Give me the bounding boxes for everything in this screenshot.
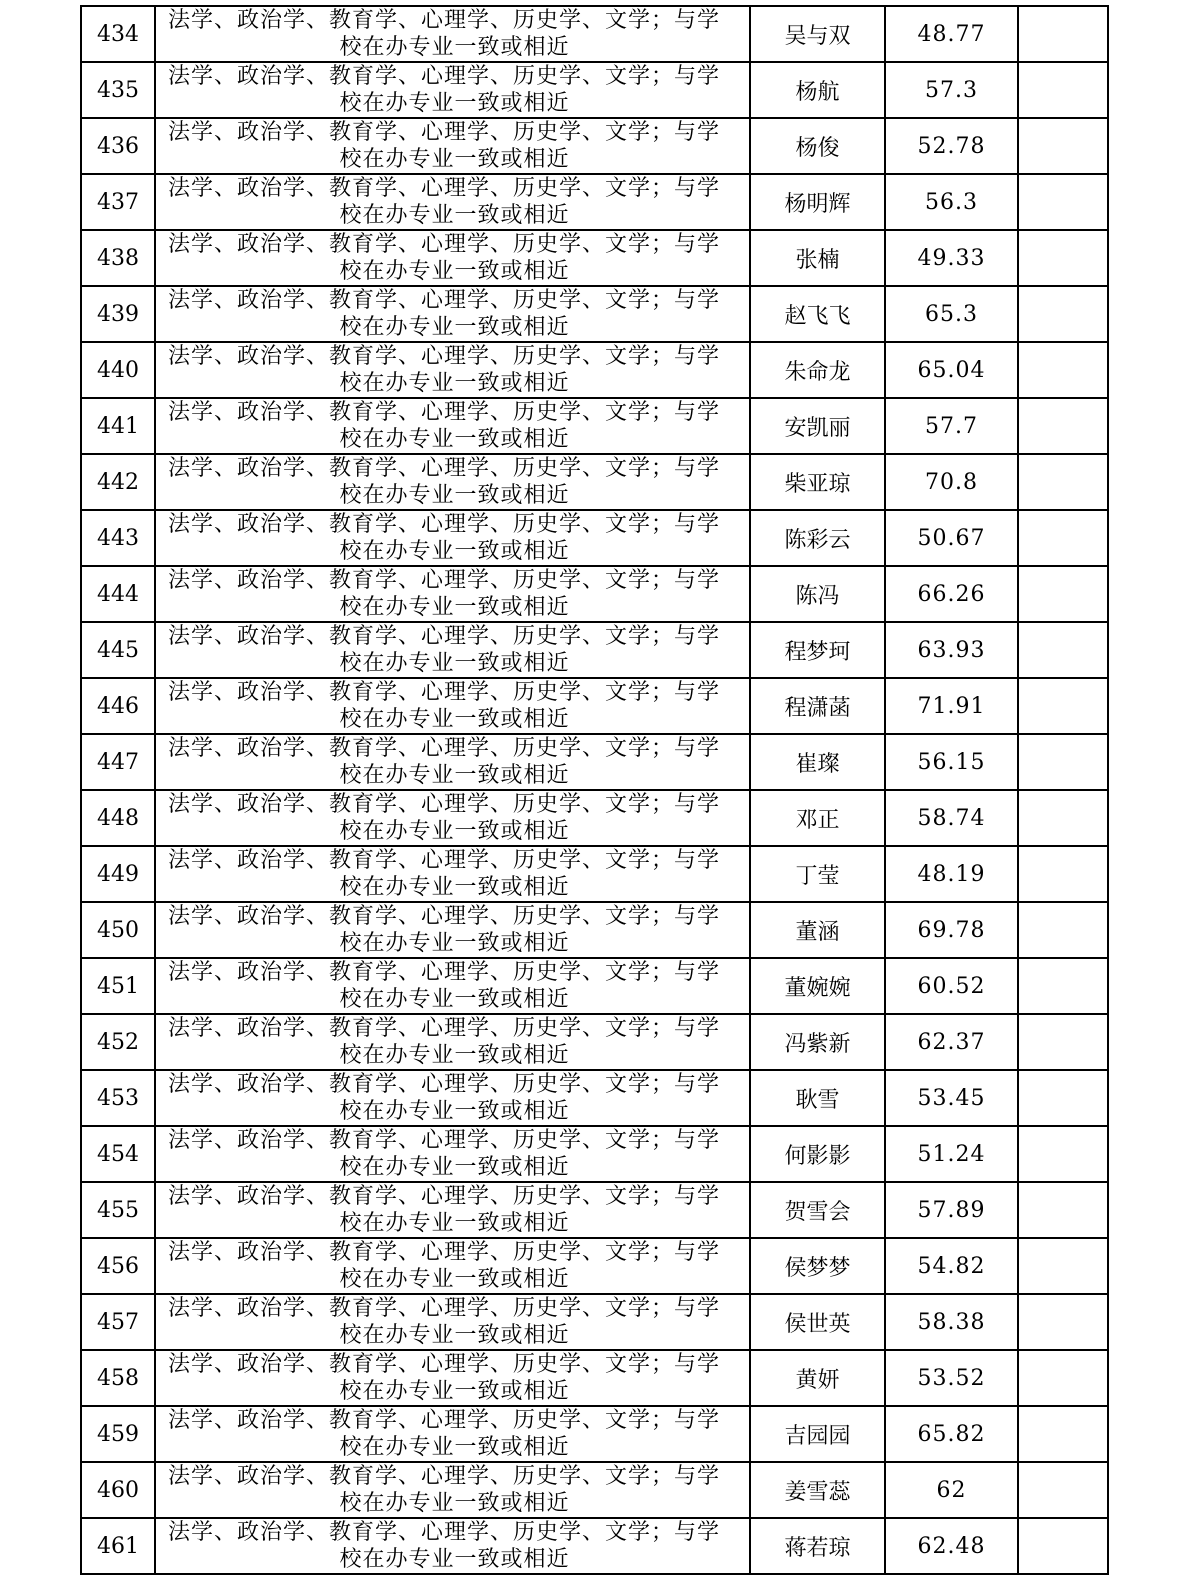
remarks-cell [1018, 902, 1108, 958]
major-requirement-cell [155, 342, 750, 398]
score-cell: 57.3 [885, 62, 1018, 118]
candidate-name-cell: 董涵 [750, 902, 885, 958]
major-requirement-cell [155, 286, 750, 342]
results-table-body [81, 6, 1108, 1574]
remarks-cell [1018, 1182, 1108, 1238]
score-cell: 51.24 [885, 1126, 1018, 1182]
major-requirement-line1: 法学、政治学、教育学、心理学、历史学、文学；与学 [168, 344, 721, 369]
table-row [81, 1126, 1108, 1182]
score-cell: 54.82 [885, 1238, 1018, 1294]
table-row [81, 454, 1108, 510]
major-requirement-line1: 法学、政治学、教育学、心理学、历史学、文学；与学 [168, 64, 721, 89]
major-requirement-line2: 校在办专业一致或相近 [339, 1323, 570, 1348]
major-requirement-cell [155, 1294, 750, 1350]
candidate-name-cell: 姜雪蕊 [750, 1462, 885, 1518]
remarks-cell [1018, 1238, 1108, 1294]
remarks-cell [1018, 62, 1108, 118]
major-requirement-line2: 校在办专业一致或相近 [339, 427, 570, 452]
major-requirement-cell [155, 1462, 750, 1518]
score-cell: 65.3 [885, 286, 1018, 342]
table-row [81, 1350, 1108, 1406]
major-requirement-line2: 校在办专业一致或相近 [339, 1099, 570, 1124]
remarks-cell [1018, 118, 1108, 174]
major-requirement-line1: 法学、政治学、教育学、心理学、历史学、文学；与学 [168, 1128, 721, 1153]
table-row [81, 1070, 1108, 1126]
table-row [81, 1406, 1108, 1462]
major-requirement-line1: 法学、政治学、教育学、心理学、历史学、文学；与学 [168, 1016, 721, 1041]
score-cell: 71.91 [885, 678, 1018, 734]
major-requirement-line1: 法学、政治学、教育学、心理学、历史学、文学；与学 [168, 120, 721, 145]
table-row [81, 1014, 1108, 1070]
candidate-name-cell: 张楠 [750, 230, 885, 286]
row-number-cell: 450 [81, 902, 155, 958]
score-cell: 60.52 [885, 958, 1018, 1014]
major-requirement-line1: 法学、政治学、教育学、心理学、历史学、文学；与学 [168, 624, 721, 649]
candidate-name-cell: 蒋若琼 [750, 1518, 885, 1574]
table-row [81, 734, 1108, 790]
score-cell: 65.04 [885, 342, 1018, 398]
major-requirement-line1: 法学、政治学、教育学、心理学、历史学、文学；与学 [168, 288, 721, 313]
remarks-cell [1018, 342, 1108, 398]
score-cell: 58.38 [885, 1294, 1018, 1350]
table-row [81, 1294, 1108, 1350]
major-requirement-cell [155, 1238, 750, 1294]
major-requirement-line2: 校在办专业一致或相近 [339, 819, 570, 844]
major-requirement-cell [155, 678, 750, 734]
table-row [81, 1462, 1108, 1518]
major-requirement-line2: 校在办专业一致或相近 [339, 875, 570, 900]
candidate-name-cell: 杨明辉 [750, 174, 885, 230]
candidate-name-cell: 杨航 [750, 62, 885, 118]
candidate-name-cell: 柴亚琼 [750, 454, 885, 510]
candidate-name-cell: 程梦珂 [750, 622, 885, 678]
candidate-name-cell: 侯梦梦 [750, 1238, 885, 1294]
candidate-name-cell: 耿雪 [750, 1070, 885, 1126]
remarks-cell [1018, 454, 1108, 510]
major-requirement-cell [155, 1406, 750, 1462]
table-row [81, 230, 1108, 286]
row-number-cell: 452 [81, 1014, 155, 1070]
table-row [81, 174, 1108, 230]
row-number-cell: 439 [81, 286, 155, 342]
remarks-cell [1018, 510, 1108, 566]
candidate-name-cell: 陈彩云 [750, 510, 885, 566]
score-cell: 48.19 [885, 846, 1018, 902]
major-requirement-line1: 法学、政治学、教育学、心理学、历史学、文学；与学 [168, 792, 721, 817]
major-requirement-cell [155, 622, 750, 678]
table-row [81, 342, 1108, 398]
major-requirement-line1: 法学、政治学、教育学、心理学、历史学、文学；与学 [168, 1520, 721, 1545]
remarks-cell [1018, 958, 1108, 1014]
table-row [81, 62, 1108, 118]
score-cell: 56.3 [885, 174, 1018, 230]
candidate-name-cell: 赵飞飞 [750, 286, 885, 342]
table-row [81, 398, 1108, 454]
major-requirement-cell [155, 790, 750, 846]
candidate-name-cell: 吉园园 [750, 1406, 885, 1462]
row-number-cell: 447 [81, 734, 155, 790]
major-requirement-line2: 校在办专业一致或相近 [339, 483, 570, 508]
score-cell: 63.93 [885, 622, 1018, 678]
major-requirement-line2: 校在办专业一致或相近 [339, 1491, 570, 1516]
remarks-cell [1018, 6, 1108, 62]
score-cell: 57.7 [885, 398, 1018, 454]
major-requirement-line2: 校在办专业一致或相近 [339, 1547, 570, 1572]
major-requirement-line1: 法学、政治学、教育学、心理学、历史学、文学；与学 [168, 400, 721, 425]
remarks-cell [1018, 1350, 1108, 1406]
remarks-cell [1018, 1070, 1108, 1126]
candidate-name-cell: 董婉婉 [750, 958, 885, 1014]
score-cell: 53.52 [885, 1350, 1018, 1406]
major-requirement-line2: 校在办专业一致或相近 [339, 1155, 570, 1180]
table-row [81, 1182, 1108, 1238]
remarks-cell [1018, 1294, 1108, 1350]
row-number-cell: 445 [81, 622, 155, 678]
candidate-name-cell: 冯紫新 [750, 1014, 885, 1070]
row-number-cell: 446 [81, 678, 155, 734]
row-number-cell: 449 [81, 846, 155, 902]
score-cell: 62.37 [885, 1014, 1018, 1070]
candidate-name-cell: 丁莹 [750, 846, 885, 902]
row-number-cell: 461 [81, 1518, 155, 1574]
row-number-cell: 454 [81, 1126, 155, 1182]
major-requirement-line1: 法学、政治学、教育学、心理学、历史学、文学；与学 [168, 848, 721, 873]
remarks-cell [1018, 1462, 1108, 1518]
candidate-name-cell: 朱命龙 [750, 342, 885, 398]
major-requirement-line2: 校在办专业一致或相近 [339, 35, 570, 60]
major-requirement-line2: 校在办专业一致或相近 [339, 707, 570, 732]
score-cell: 69.78 [885, 902, 1018, 958]
table-row [81, 958, 1108, 1014]
major-requirement-line2: 校在办专业一致或相近 [339, 931, 570, 956]
major-requirement-cell [155, 62, 750, 118]
results-table [80, 5, 1109, 1575]
major-requirement-line1: 法学、政治学、教育学、心理学、历史学、文学；与学 [168, 1296, 721, 1321]
major-requirement-cell [155, 510, 750, 566]
table-row [81, 286, 1108, 342]
row-number-cell: 451 [81, 958, 155, 1014]
major-requirement-cell [155, 398, 750, 454]
major-requirement-cell [155, 846, 750, 902]
table-row [81, 1238, 1108, 1294]
major-requirement-line2: 校在办专业一致或相近 [339, 987, 570, 1012]
major-requirement-line2: 校在办专业一致或相近 [339, 91, 570, 116]
score-cell: 66.26 [885, 566, 1018, 622]
major-requirement-line2: 校在办专业一致或相近 [339, 539, 570, 564]
row-number-cell: 434 [81, 6, 155, 62]
remarks-cell [1018, 286, 1108, 342]
score-cell: 53.45 [885, 1070, 1018, 1126]
major-requirement-line1: 法学、政治学、教育学、心理学、历史学、文学；与学 [168, 680, 721, 705]
major-requirement-cell [155, 566, 750, 622]
candidate-name-cell: 崔璨 [750, 734, 885, 790]
row-number-cell: 437 [81, 174, 155, 230]
major-requirement-cell [155, 1126, 750, 1182]
row-number-cell: 459 [81, 1406, 155, 1462]
major-requirement-line1: 法学、政治学、教育学、心理学、历史学、文学；与学 [168, 456, 721, 481]
row-number-cell: 460 [81, 1462, 155, 1518]
remarks-cell [1018, 566, 1108, 622]
major-requirement-cell [155, 174, 750, 230]
score-cell: 49.33 [885, 230, 1018, 286]
remarks-cell [1018, 1518, 1108, 1574]
major-requirement-line2: 校在办专业一致或相近 [339, 1211, 570, 1236]
major-requirement-line1: 法学、政治学、教育学、心理学、历史学、文学；与学 [168, 512, 721, 537]
row-number-cell: 438 [81, 230, 155, 286]
remarks-cell [1018, 1126, 1108, 1182]
major-requirement-cell [155, 6, 750, 62]
major-requirement-cell [155, 1350, 750, 1406]
table-row [81, 790, 1108, 846]
score-cell: 70.8 [885, 454, 1018, 510]
major-requirement-line1: 法学、政治学、教育学、心理学、历史学、文学；与学 [168, 176, 721, 201]
score-cell: 62.48 [885, 1518, 1018, 1574]
remarks-cell [1018, 734, 1108, 790]
major-requirement-line1: 法学、政治学、教育学、心理学、历史学、文学；与学 [168, 736, 721, 761]
major-requirement-line1: 法学、政治学、教育学、心理学、历史学、文学；与学 [168, 232, 721, 257]
candidate-name-cell: 侯世英 [750, 1294, 885, 1350]
candidate-name-cell: 何影影 [750, 1126, 885, 1182]
major-requirement-line1: 法学、政治学、教育学、心理学、历史学、文学；与学 [168, 1408, 721, 1433]
major-requirement-line2: 校在办专业一致或相近 [339, 1435, 570, 1460]
major-requirement-line1: 法学、政治学、教育学、心理学、历史学、文学；与学 [168, 1464, 721, 1489]
major-requirement-line1: 法学、政治学、教育学、心理学、历史学、文学；与学 [168, 568, 721, 593]
row-number-cell: 441 [81, 398, 155, 454]
remarks-cell [1018, 174, 1108, 230]
major-requirement-line2: 校在办专业一致或相近 [339, 651, 570, 676]
candidate-name-cell: 杨俊 [750, 118, 885, 174]
remarks-cell [1018, 790, 1108, 846]
major-requirement-line2: 校在办专业一致或相近 [339, 203, 570, 228]
candidate-name-cell: 陈冯 [750, 566, 885, 622]
remarks-cell [1018, 1014, 1108, 1070]
row-number-cell: 442 [81, 454, 155, 510]
table-row [81, 846, 1108, 902]
major-requirement-cell [155, 902, 750, 958]
table-row [81, 566, 1108, 622]
remarks-cell [1018, 678, 1108, 734]
major-requirement-line2: 校在办专业一致或相近 [339, 1267, 570, 1292]
major-requirement-line1: 法学、政治学、教育学、心理学、历史学、文学；与学 [168, 904, 721, 929]
major-requirement-line1: 法学、政治学、教育学、心理学、历史学、文学；与学 [168, 1072, 721, 1097]
score-cell: 48.77 [885, 6, 1018, 62]
row-number-cell: 436 [81, 118, 155, 174]
table-row [81, 118, 1108, 174]
major-requirement-cell [155, 1070, 750, 1126]
row-number-cell: 448 [81, 790, 155, 846]
row-number-cell: 435 [81, 62, 155, 118]
row-number-cell: 456 [81, 1238, 155, 1294]
score-cell: 50.67 [885, 510, 1018, 566]
results-table-container [80, 5, 1107, 1575]
remarks-cell [1018, 398, 1108, 454]
table-row [81, 678, 1108, 734]
row-number-cell: 455 [81, 1182, 155, 1238]
table-row [81, 1518, 1108, 1574]
major-requirement-cell [155, 1182, 750, 1238]
row-number-cell: 457 [81, 1294, 155, 1350]
score-cell: 56.15 [885, 734, 1018, 790]
row-number-cell: 453 [81, 1070, 155, 1126]
major-requirement-line2: 校在办专业一致或相近 [339, 259, 570, 284]
major-requirement-cell [155, 454, 750, 510]
candidate-name-cell: 程潇菡 [750, 678, 885, 734]
major-requirement-line1: 法学、政治学、教育学、心理学、历史学、文学；与学 [168, 1352, 721, 1377]
major-requirement-cell [155, 118, 750, 174]
row-number-cell: 443 [81, 510, 155, 566]
row-number-cell: 458 [81, 1350, 155, 1406]
major-requirement-cell [155, 1518, 750, 1574]
table-row [81, 6, 1108, 62]
major-requirement-line2: 校在办专业一致或相近 [339, 763, 570, 788]
remarks-cell [1018, 1406, 1108, 1462]
candidate-name-cell: 邓正 [750, 790, 885, 846]
major-requirement-line1: 法学、政治学、教育学、心理学、历史学、文学；与学 [168, 8, 721, 33]
candidate-name-cell: 黄妍 [750, 1350, 885, 1406]
table-row [81, 622, 1108, 678]
major-requirement-line2: 校在办专业一致或相近 [339, 1379, 570, 1404]
candidate-name-cell: 安凯丽 [750, 398, 885, 454]
major-requirement-line2: 校在办专业一致或相近 [339, 595, 570, 620]
table-row [81, 902, 1108, 958]
major-requirement-line1: 法学、政治学、教育学、心理学、历史学、文学；与学 [168, 960, 721, 985]
score-cell: 52.78 [885, 118, 1018, 174]
candidate-name-cell: 贺雪会 [750, 1182, 885, 1238]
table-row [81, 510, 1108, 566]
major-requirement-cell [155, 958, 750, 1014]
remarks-cell [1018, 622, 1108, 678]
major-requirement-line2: 校在办专业一致或相近 [339, 147, 570, 172]
remarks-cell [1018, 230, 1108, 286]
score-cell: 57.89 [885, 1182, 1018, 1238]
major-requirement-line2: 校在办专业一致或相近 [339, 315, 570, 340]
major-requirement-cell [155, 1014, 750, 1070]
major-requirement-line1: 法学、政治学、教育学、心理学、历史学、文学；与学 [168, 1184, 721, 1209]
score-cell: 65.82 [885, 1406, 1018, 1462]
major-requirement-line2: 校在办专业一致或相近 [339, 1043, 570, 1068]
score-cell: 58.74 [885, 790, 1018, 846]
score-cell: 62 [885, 1462, 1018, 1518]
major-requirement-line2: 校在办专业一致或相近 [339, 371, 570, 396]
major-requirement-cell [155, 230, 750, 286]
major-requirement-cell [155, 734, 750, 790]
remarks-cell [1018, 846, 1108, 902]
candidate-name-cell: 吴与双 [750, 6, 885, 62]
row-number-cell: 444 [81, 566, 155, 622]
major-requirement-line1: 法学、政治学、教育学、心理学、历史学、文学；与学 [168, 1240, 721, 1265]
row-number-cell: 440 [81, 342, 155, 398]
